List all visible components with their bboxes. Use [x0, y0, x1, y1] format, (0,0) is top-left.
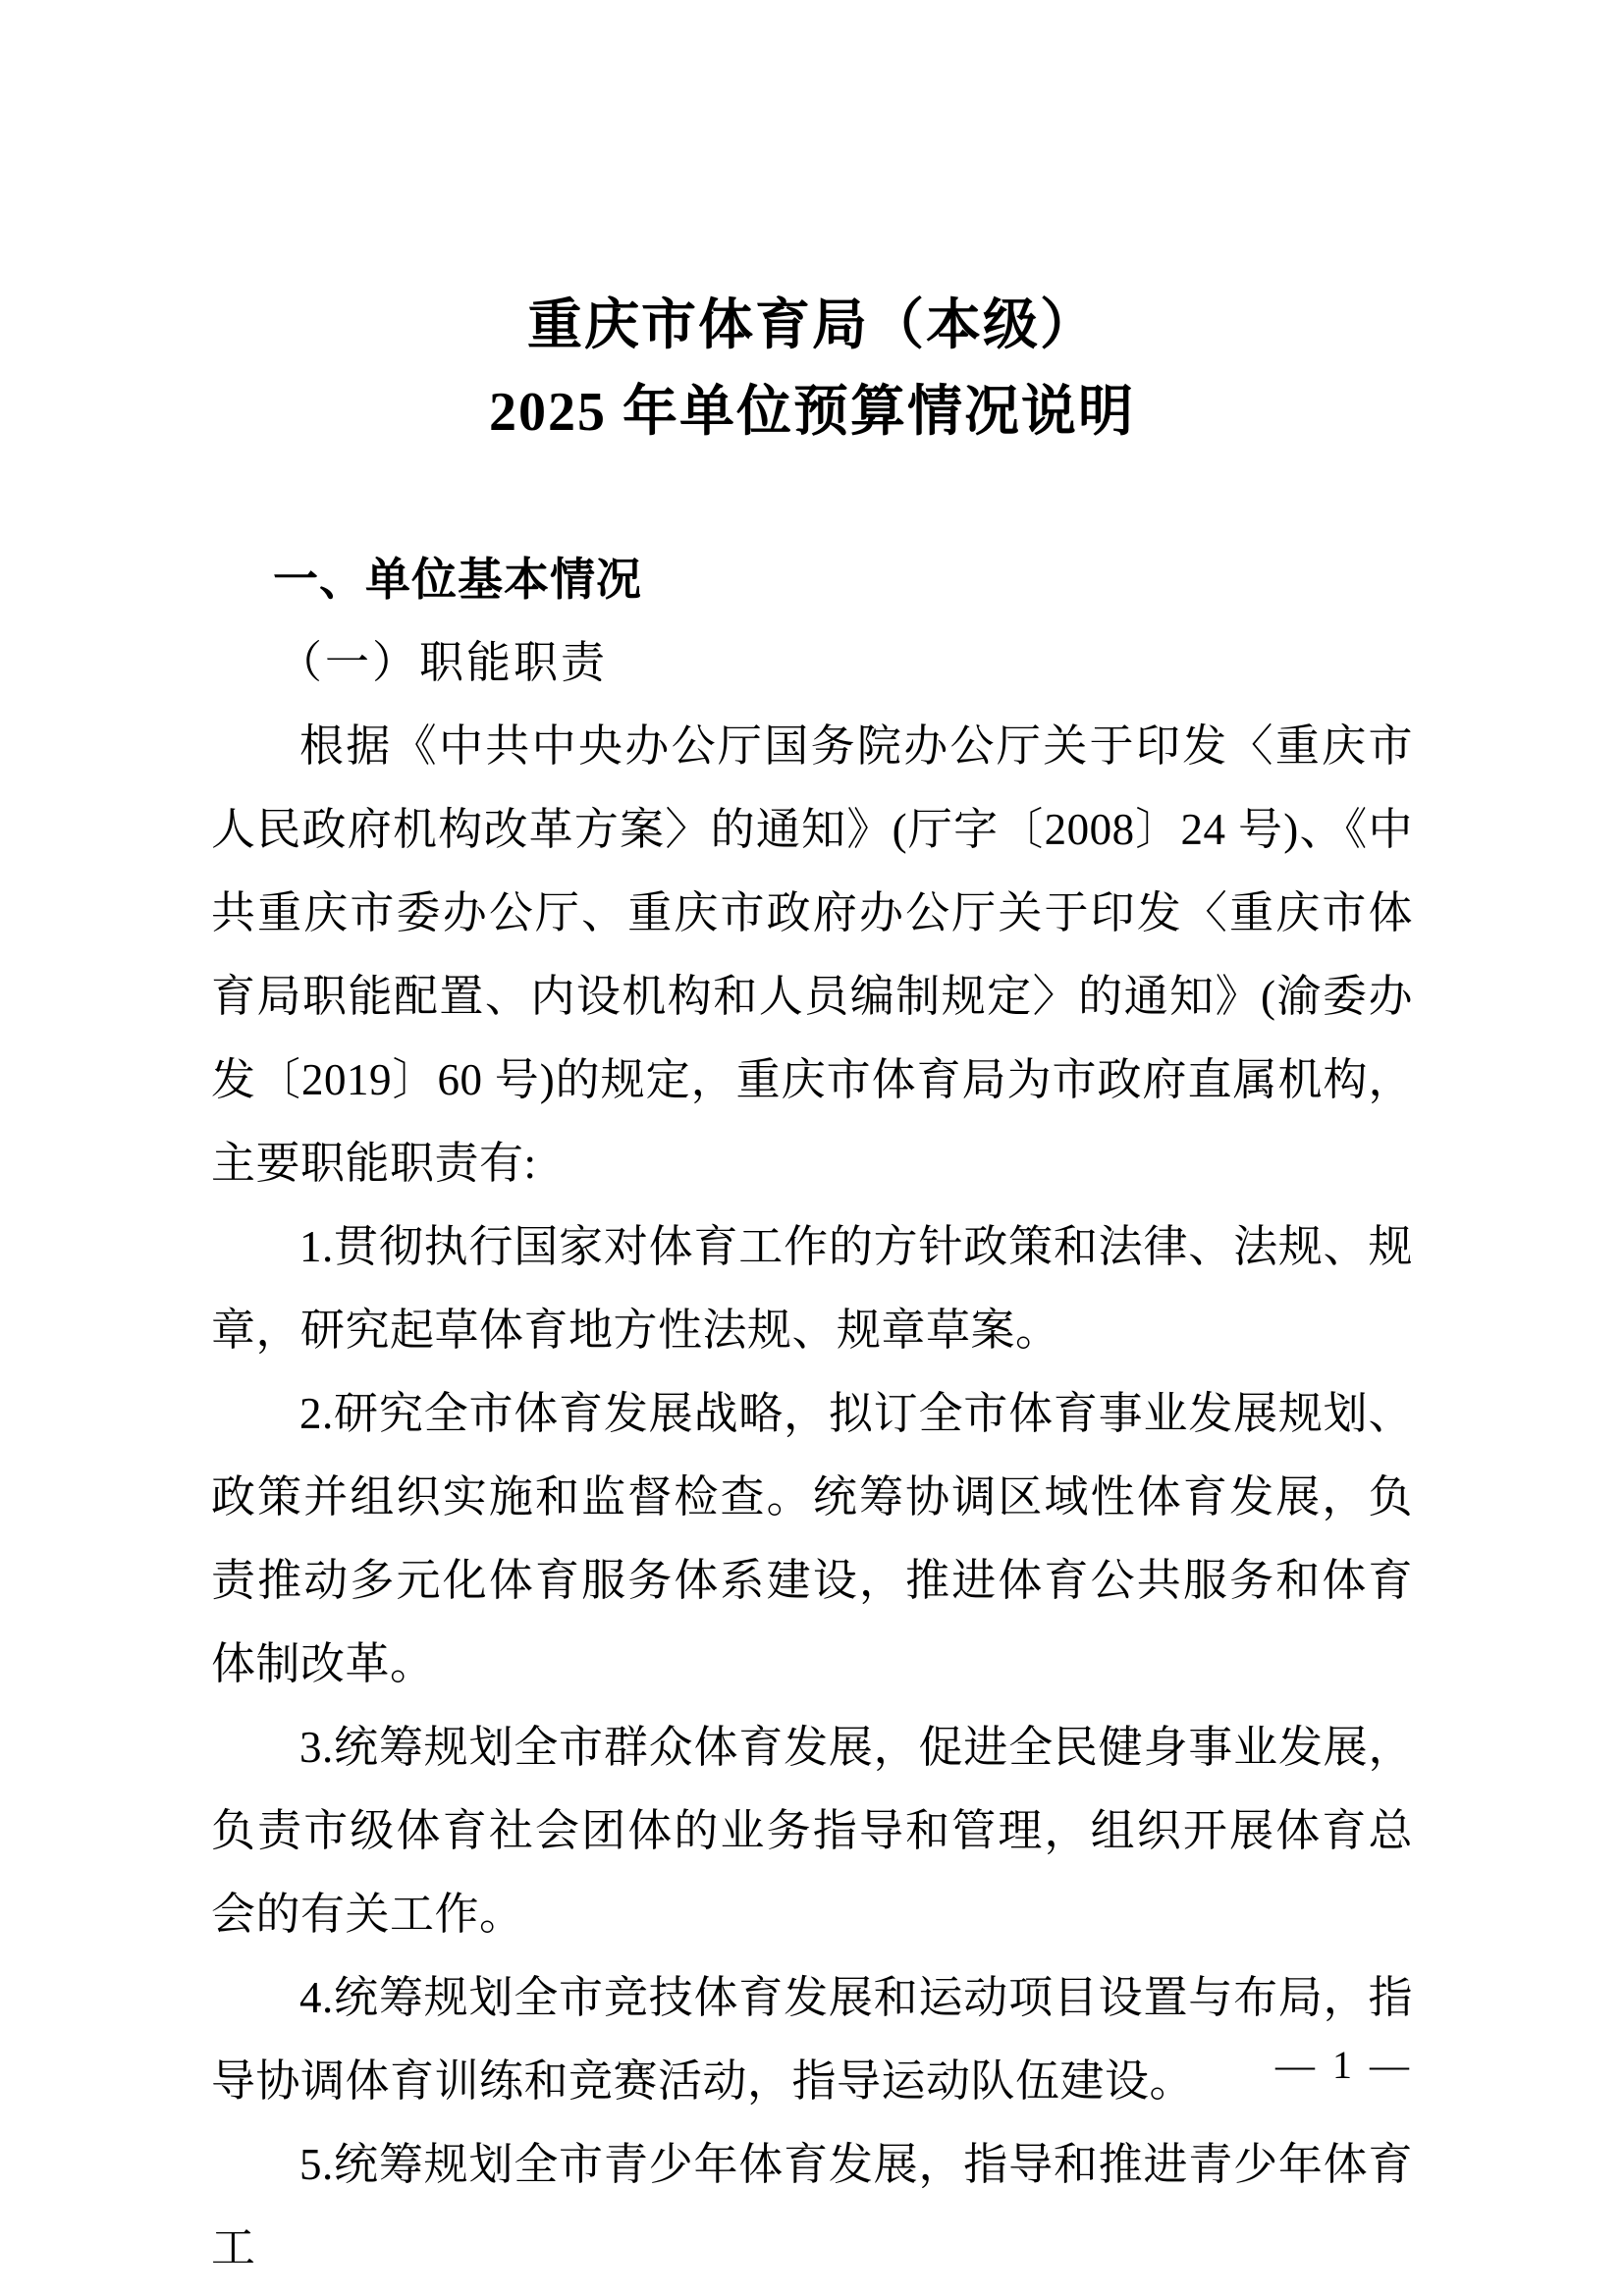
document-title-line2: 2025 年单位预算情况说明	[489, 382, 1135, 443]
page-number: — 1 —	[1275, 2043, 1413, 2087]
paragraph-duty-5: 5.统筹规划全市青少年体育发展，指导和推进青少年体育工	[211, 2140, 1413, 2272]
paragraph-duty-1: 1.贯彻执行国家对体育工作的方针政策和法律、法规、规章，研究起草体育地方性法规、规章草案。	[211, 1222, 1413, 1355]
document-title	[0, 283, 1624, 455]
document-title-line1: 重庆市体育局（本级）	[527, 295, 1097, 356]
paragraph-duty-3: 3.统筹规划全市群众体育发展，促进全民健身事业发展，负责市级体育社会团体的业务指导和管理，组织开展体育总会的有关工作。	[211, 1723, 1413, 1939]
document-body	[211, 538, 1413, 2290]
paragraph-legal-basis: 根据《中共中央办公厅国务院办公厅关于印发〈重庆市人民政府机构改革方案〉的通知》(厅字〔2008〕24 号)、《中共重庆市委办公厅、重庆市政府办公厅关于印发〈重庆市体育局职能配置、内设机构和人员编制规定〉的通知》(渝委办发〔2019〕60 号)的规定，重庆市体育局为市政府直属机构，主要职能职责有:	[211, 721, 1413, 1188]
paragraph-duty-4: 4.统筹规划全市竞技体育发展和运动项目设置与布局，指导协调体育训练和竞赛活动，指导运动队伍建设。	[211, 1973, 1413, 2106]
section-heading-basic-info: 一、单位基本情况	[273, 554, 642, 605]
paragraph-duty-2: 2.研究全市体育发展战略，拟订全市体育事业发展规划、政策并组织实施和监督检查。统筹协调区域性体育发展，负责推动多元化体育服务体系建设，推进体育公共服务和体育体制改革。	[211, 1389, 1413, 1688]
subsection-heading-duties: （一）职能职责	[278, 638, 609, 687]
